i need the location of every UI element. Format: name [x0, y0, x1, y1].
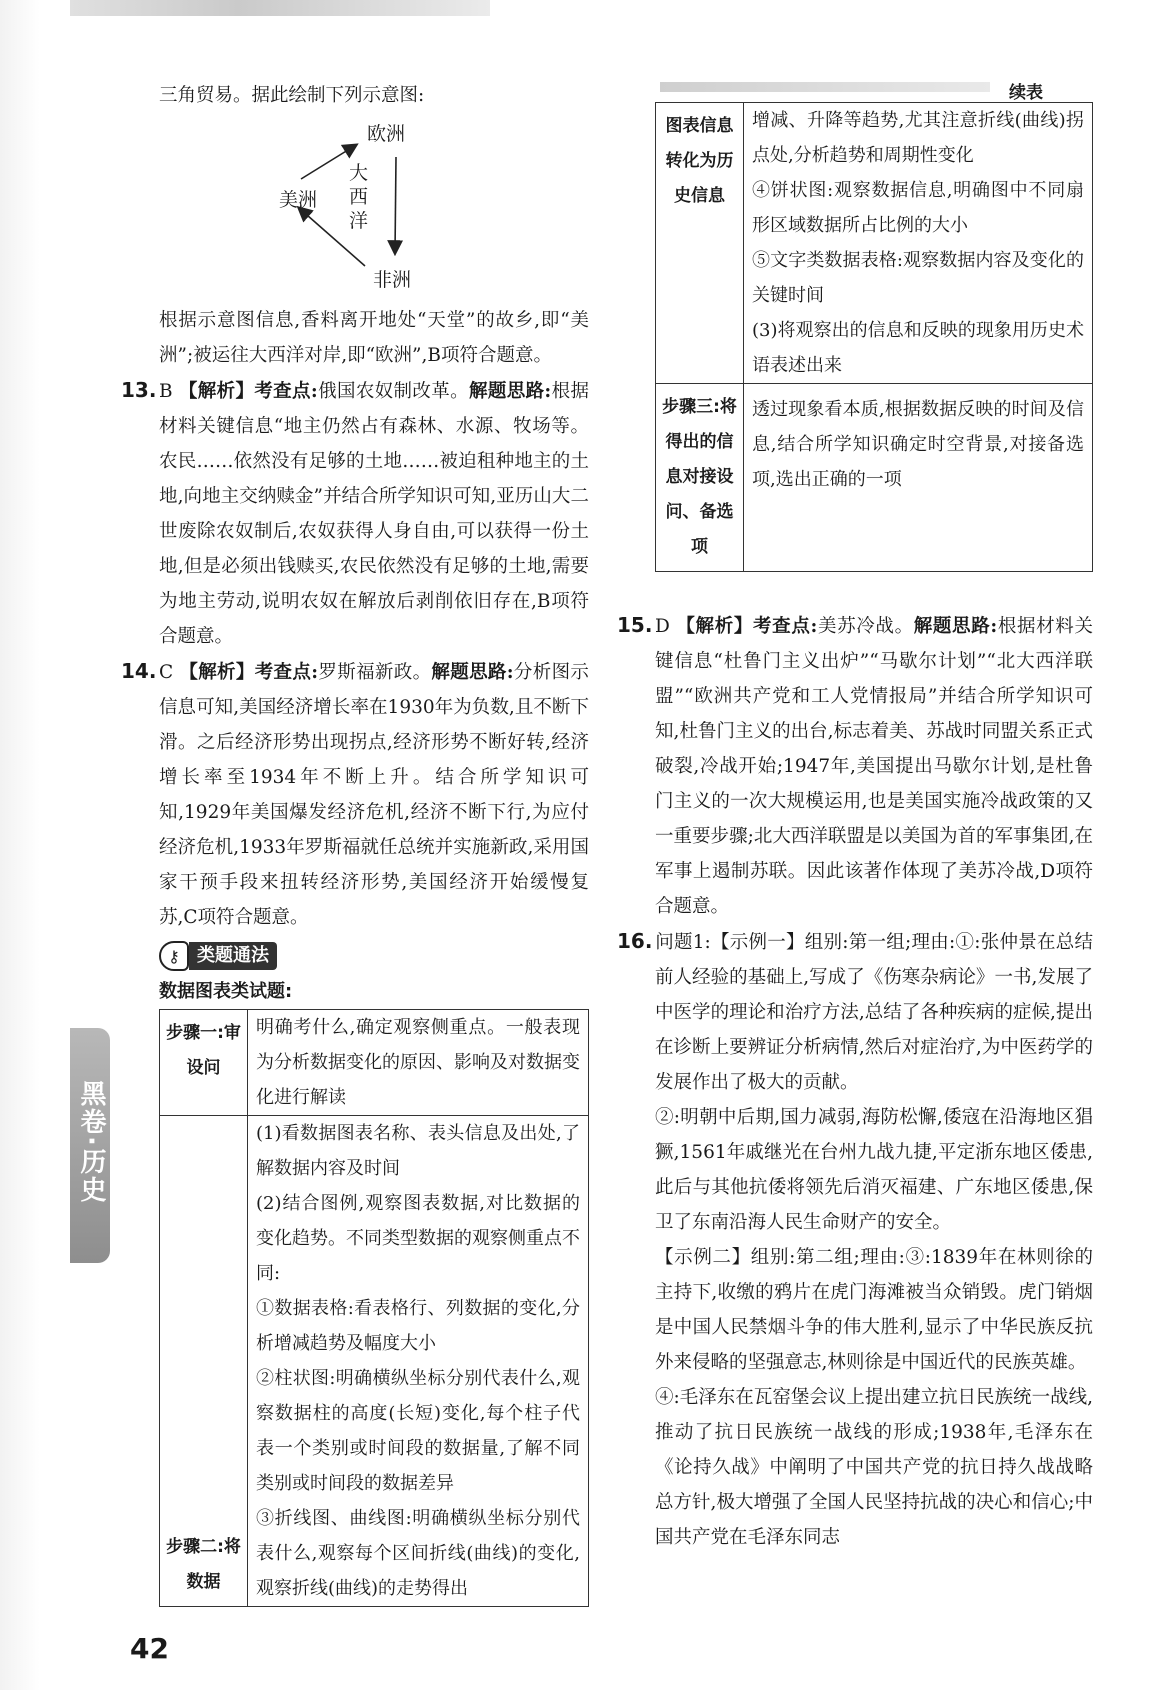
cell-line: (1)看数据图表名称、表头信息及出处,了解数据内容及时间	[256, 1122, 580, 1179]
q14-number: 14.	[121, 659, 157, 683]
scan-gray-bar	[660, 82, 990, 92]
q15-idea-label: 解题思路:	[913, 616, 998, 637]
page-number: 42	[130, 1632, 169, 1665]
label-europe: 欧洲	[367, 123, 406, 145]
q15-answer: D	[655, 616, 670, 637]
trade-diagram	[159, 113, 589, 303]
q14-answer: C	[159, 662, 174, 683]
q13-tag: 【解析】	[178, 381, 255, 402]
q16-number: 16.	[617, 929, 653, 953]
method-badge	[159, 941, 277, 971]
label-america: 美洲	[279, 189, 318, 211]
left-column	[121, 78, 589, 1607]
q16-para-4: ④:毛泽东在瓦窑堡会议上提出建立抗日民族统一战线,推动了抗日民族统一战线的形成;1938年,毛泽东在《论持久战》中阐明了中国共产党的抗日持久战战略总方针,极大增强了全国人民坚持抗战的决心和信心;中国共产党在毛泽东同志	[655, 1387, 1093, 1548]
q14-idea-label: 解题思路:	[431, 662, 514, 683]
q13-kp: 俄国农奴制改革。	[317, 381, 469, 402]
scan-edge	[0, 0, 40, 1690]
cell-line: (2)结合图例,观察图表数据,对比数据的变化趋势。不同类型数据的观察侧重点不同:	[256, 1192, 580, 1284]
q15-text: 根据材料关键信息“杜鲁门主义出炉”“马歇尔计划”“北大西洋联盟”“欧洲共产党和工人党情报局”并结合所学知识可知,杜鲁门主义的出台,标志着美、苏战时同盟关系正式破裂,冷战开始;1947年,美国提出马歇尔计划,是杜鲁门主义的一次大规模运用,也是美国实施冷战政策的又一重要步骤;北大西洋联盟是以美国为首的军事集团,在军事上遏制苏联。因此该著作体现了美苏冷战,D项符合题意。	[655, 616, 1093, 917]
q15-kp: 美苏冷战。	[817, 616, 914, 637]
continued-label: 续表	[1009, 83, 1043, 103]
label-atlantic: 大西洋	[349, 162, 369, 232]
q14-kp: 罗斯福新政。	[318, 662, 432, 683]
table-row	[656, 103, 1093, 384]
scan-top-strip	[70, 0, 490, 16]
table-row	[160, 1115, 589, 1606]
step1-head: 步骤一:审设问	[160, 1009, 248, 1115]
cell-line: (3)将观察出的信息和反映的现象用历史术语表述出来	[752, 320, 1084, 376]
q14-text: 分析图示信息可知,美国经济增长率在1930年为负数,且不断下滑。之后经济形势出现拐点,经济形势不断好转,经济增长率至1934年不断上升。结合所学知识可知,1929年美国爆发经济危机,经济不断下行,为应付经济危机,1933年罗斯福就任总统并实施新政,采用国家干预手段来扭转经济形势,美国经济开始缓慢复苏,C项符合题意。	[159, 662, 589, 928]
question-14	[121, 654, 589, 935]
q16-para-3: 【示例二】组别:第二组;理由:③:1839年在林则徐的主持下,收缴的鸦片在虎门海滩被当众销毁。虎门销烟是中国人民禁烟斗争的伟大胜利,显示了中华民族反抗外来侵略的坚强意志,林则徐是中国近代的民族英雄。	[655, 1247, 1093, 1373]
right-column	[617, 608, 1093, 1555]
step2-head: 步骤二:将数据	[160, 1115, 248, 1606]
side-tab	[70, 1028, 110, 1263]
cell-line: ①数据表格:看表格行、列数据的变化,分析增减趋势及幅度大小	[256, 1297, 580, 1354]
question-13	[121, 373, 589, 654]
question-15	[617, 608, 1093, 924]
cell-line: ③折线图、曲线图:明确横纵坐标分别代表什么,观察每个区间折线(曲线)的变化,观察折线(曲线)的走势得出	[256, 1507, 580, 1599]
convert-content	[744, 103, 1093, 384]
step1-content	[248, 1009, 589, 1115]
q13-text: 根据材料关键信息“地主仍然占有森林、水源、牧场等。农民……依然没有足够的土地……被迫租种地主的土地,向地主交纳赎金”并结合所学知识可知,亚历山大二世废除农奴制后,农奴获得人身自由,可以获得一份土地,但是必须出钱赎买,农民依然没有足够的土地,需要为地主劳动,说明农奴在解放后剥削依旧存在,B项符合题意。	[159, 381, 589, 647]
label-africa: 非洲	[373, 269, 412, 291]
table-row	[656, 384, 1093, 572]
intro-text: 三角贸易。据此绘制下列示意图:	[159, 85, 425, 106]
question-16	[617, 924, 1093, 1100]
q14-tag: 【解析】	[179, 662, 255, 683]
step3-content	[744, 384, 1093, 572]
cell-line: 增减、升降等趋势,尤其注意折线(曲线)拐点处,分析趋势和周期性变化	[752, 110, 1084, 166]
table-row	[160, 1009, 589, 1115]
step2-content	[248, 1115, 589, 1606]
q13-kp-label: 考查点:	[254, 381, 318, 402]
diagram-conclusion: 根据示意图信息,香料离开地处“天堂”的故乡,即“美洲”;被运往大西洋对岸,即“欧洲”,B项符合题意。	[159, 310, 589, 366]
key-icon: ⚷	[159, 941, 189, 971]
q15-kp-label: 考查点:	[753, 616, 818, 637]
q16-para-2: ②:明朝中后期,国力减弱,海防松懈,倭寇在沿海地区猖獗,1561年戚继光在台州九战九捷,平定浙东地区倭患,此后与其他抗倭将领先后消灭福建、广东地区倭患,保卫了东南沿海人民生命财产的安全。	[655, 1107, 1093, 1233]
continued-table	[655, 102, 1093, 572]
q13-answer: B	[159, 381, 173, 402]
cell-line: ⑤文字类数据表格:观察数据内容及变化的关键时间	[752, 250, 1084, 306]
method-table	[159, 1009, 589, 1607]
side-tab-label: 黑卷·历史	[76, 1080, 106, 1204]
q15-number: 15.	[617, 613, 653, 637]
q14-kp-label: 考查点:	[254, 662, 319, 683]
continued-table-wrap	[655, 102, 1093, 572]
q13-number: 13.	[121, 378, 157, 402]
cell-line: ②柱状图:明确横纵坐标分别代表什么,观察数据柱的高度(长短)变化,每个柱子代表一个类别或时间段的数据量,了解不同类别或时间段的数据差异	[256, 1367, 580, 1494]
q15-tag: 【解析】	[676, 616, 754, 637]
convert-head: 图表信息转化为历史信息	[656, 103, 744, 384]
step3-head: 步骤三:将得出的信息对接设问、备选项	[656, 384, 744, 572]
q16-para-1: 问题1:【示例一】组别:第一组;理由:①:张仲景在总结前人经验的基础上,写成了《伤寒杂病论》一书,发展了中医学的理论和治疗方法,总结了各种疾病的症候,提出在诊断上要辨证分析病情,然后对症治疗,为中医药学的发展作出了极大的贡献。	[655, 932, 1093, 1093]
method-label: 类题通法	[189, 942, 277, 970]
cell-line: 透过现象看本质,根据数据反映的时间及信息,结合所学知识确定时空背景,对接备选项,选出正确的一项	[752, 399, 1084, 490]
method-table-title: 数据图表类试题:	[159, 980, 293, 1002]
q13-idea-label: 解题思路:	[468, 381, 552, 402]
cell-line: 明确考什么,确定观察侧重点。一般表现为分析数据变化的原因、影响及对数据变化进行解读	[256, 1016, 580, 1108]
cell-line: ④饼状图:观察数据信息,明确图中不同扇形区域数据所占比例的大小	[752, 180, 1084, 236]
